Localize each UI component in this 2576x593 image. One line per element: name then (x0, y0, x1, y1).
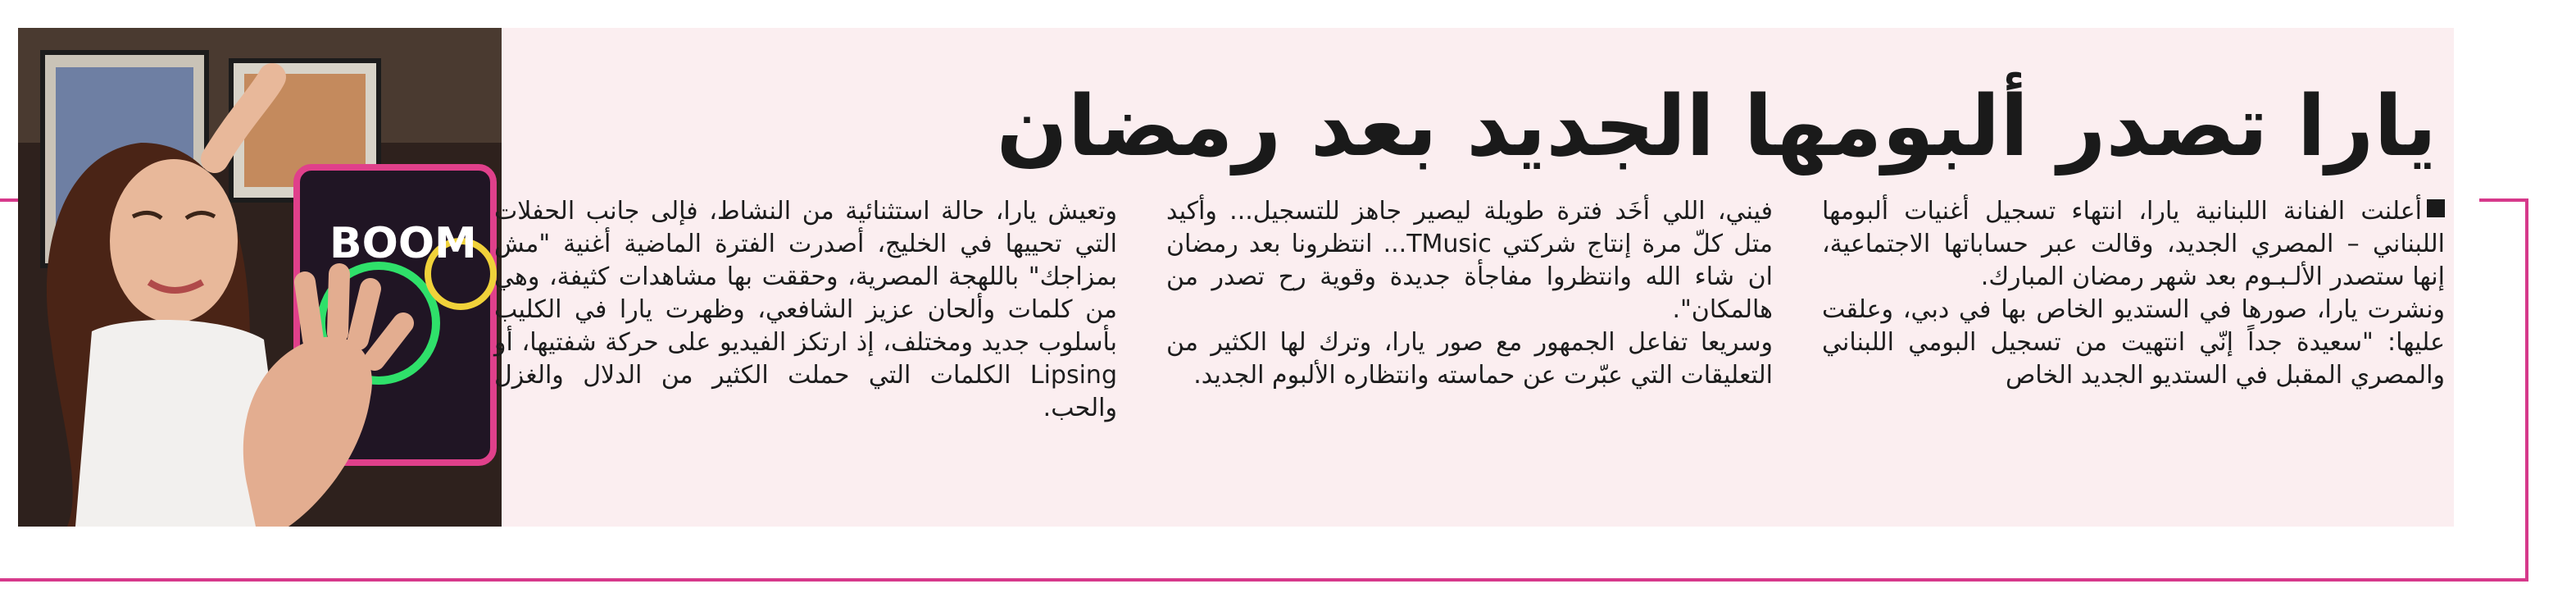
article-column-2 (1166, 195, 1773, 507)
photo-illustration (18, 28, 502, 527)
article-column-3 (494, 195, 1117, 507)
paragraph: فيني، اللي أخَد فترة طويلة ليصير جاهز للتسجيل... وأكيد متل كلّ مرة إنتاج شركتي TMusic... انتظرونا بعد رمضان ان شاء الله وانتظروا مفاجأة جديدة وقوية رح تصدر من هالمكان". (1166, 197, 1773, 324)
face (110, 159, 238, 323)
bullet-square-icon (2427, 199, 2445, 217)
paragraph (1822, 195, 2445, 294)
paragraph-text: أعلنت الفنانة اللبنانية يارا، انتهاء تسجيل أغنيات ألبومها اللبناني – المصري الجديد، وقالت عبر حساباتها الاجتماعية، إنها ستصدر الألـبـوم بعد شهر رمضان المبارك. (1822, 197, 2445, 291)
article-column-1 (1822, 195, 2445, 507)
article-photo (18, 28, 502, 527)
frame-line-right (2525, 198, 2528, 582)
frame-line-top-right (2479, 198, 2528, 202)
paragraph: وسريعا تفاعل الجمهور مع صور يارا، وترك لها الكثير من التعليقات التي عبّرت عن حماسته وانتظاره الألبوم الجديد. (1166, 328, 1773, 390)
frame-line-left (0, 198, 18, 202)
paragraph: وتعيش يارا، حالة استثنائية من النشاط، فإلى جانب الحفلات التي تحييها في الخليج، أصدرت الفترة الماضية أغنية "مش بمزاجك" باللهجة المصرية، وحققت بها مشاهدات كثيفة، وهي من كلمات وألحان عزيز الشافعي، وظهرت يارا في الكليب بأسلوب جديد ومختلف، إذ ارتكز الفيديو على حركة شفتيها، أو Lipsing الكلمات التي حملت الكثير من الدلال والغزل والحب. (494, 197, 1117, 422)
frame-line-bottom (0, 578, 2528, 582)
headline: يارا تصدر ألبومها الجديد بعد رمضان (996, 78, 2437, 176)
paragraph: ونشرت يارا، صورها في الستديو الخاص بها في دبي، وعلقت عليها: "سعيدة جداً إنّي انتهيت من تسجيل البومي اللبناني والمصري المقبل في الستديو الجديد الخاص (1822, 295, 2445, 390)
neon-sign-text: BOOM (329, 219, 477, 268)
